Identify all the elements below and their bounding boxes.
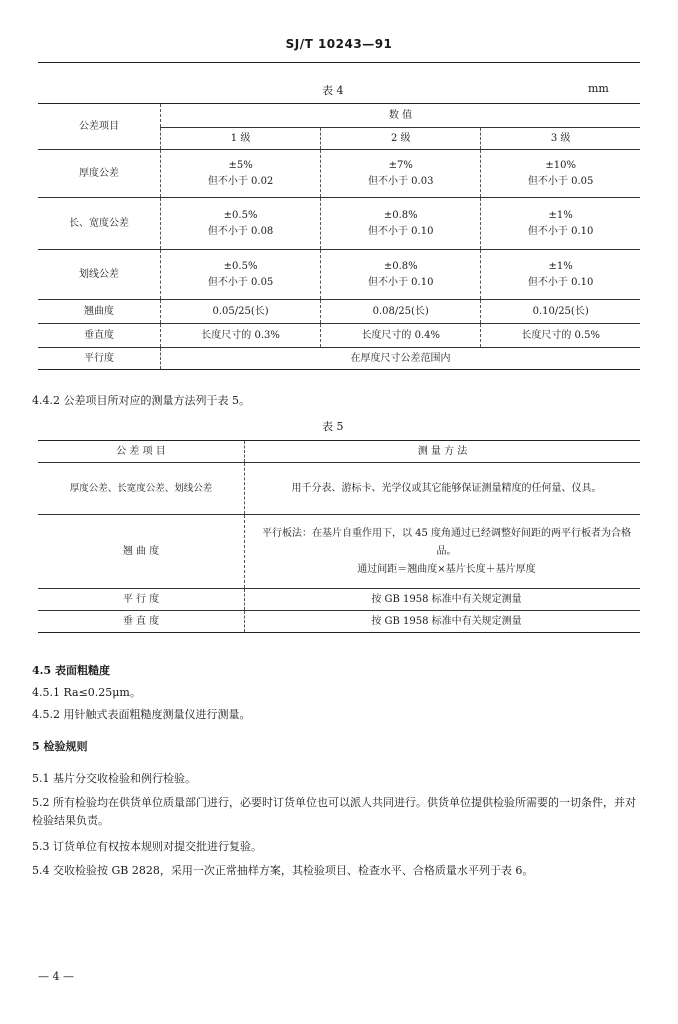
para-4-5-2: 4.5.2 用针触式表面粗糙度测量仪进行测量。 (32, 708, 251, 721)
table4-cell: ±0.8% (383, 260, 418, 272)
table4-cell: 但不小于 0.03 (368, 175, 434, 187)
table4-cell: 但不小于 0.10 (527, 276, 594, 288)
table4-cell: ±0.5% (223, 260, 258, 272)
table4-cell: 但不小于 0.05 (527, 175, 594, 187)
table4-row (38, 250, 640, 300)
para-5-1: 5.1 基片分交收检验和例行检验。 (32, 772, 196, 785)
table5-row (38, 515, 640, 589)
table5-item: 垂 直 度 (38, 611, 245, 633)
table4-cell: 但不小于 0.10 (527, 225, 594, 237)
para-5-3: 5.3 订货单位有权按本规则对提交批进行复验。 (32, 840, 262, 853)
table4-grade-2: 2 级 (321, 128, 481, 150)
section-4-5-title: 4.5 表面粗糙度 (32, 664, 110, 677)
table4-cell: 长度尺寸的 0.5% (481, 324, 640, 348)
table5-method: 用千分表、游标卡、光学仪或其它能够保证测量精度的任何量、仪具。 (245, 463, 641, 515)
para-5-2: 5.2 所有检验均在供货单位质量部门进行，必要时订货单位也可以派人共同进行。供货单位提供检验所需要的一切条件，并对检验结果负责。 (32, 796, 636, 827)
table4-row (38, 150, 640, 198)
table4-item: 厚度公差 (38, 150, 161, 198)
table4-cell: 但不小于 0.08 (207, 225, 274, 237)
table4-unit: mm (588, 82, 609, 95)
table4-cell: 但不小于 0.05 (207, 276, 274, 288)
table4-cell: ±10% (545, 159, 576, 171)
table4-item: 划线公差 (38, 250, 161, 300)
table4-grade-3: 3 级 (481, 128, 640, 150)
para-4-4-2: 4.4.2 公差项目所对应的测量方法列于表 5。 (32, 394, 250, 407)
table4-cell: ±0.8% (383, 209, 418, 221)
table5-col2-header: 测 量 方 法 (245, 441, 641, 463)
table4-item: 翘曲度 (38, 300, 161, 324)
table5-row (38, 611, 640, 633)
table4-cell: 但不小于 0.02 (207, 175, 274, 187)
table4-row (38, 348, 640, 370)
table5 (38, 440, 640, 633)
table4-row (38, 324, 640, 348)
para-5-4: 5.4 交收检验按 GB 2828，采用一次正常抽样方案，其检验项目、检查水平、合格质量水平列于表 6。 (32, 864, 534, 877)
section-5-title: 5 检验规则 (32, 740, 88, 753)
table5-col1-header: 公 差 项 目 (38, 441, 245, 463)
table4 (38, 103, 640, 370)
table4-values-header: 数 值 (161, 104, 641, 128)
table4-cell: 长度尺寸的 0.3% (161, 324, 321, 348)
table4-grade-1: 1 级 (161, 128, 321, 150)
page-number: — 4 — (38, 970, 74, 983)
standard-code: SJ/T 10243—91 (285, 37, 393, 51)
table5-row (38, 463, 640, 515)
table5-method: 按 GB 1958 标准中有关规定测量 (245, 611, 641, 633)
table5-item: 平 行 度 (38, 589, 245, 611)
table4-cell: 0.10/25(长) (481, 300, 640, 324)
table5-method: 平行板法：在基片自重作用下，以 45 度角通过已经调整好间距的两平行板者为合格品。 (261, 527, 632, 557)
table4-cell: ±1% (548, 260, 573, 272)
table4-cell-merged: 在厚度尺寸公差范围内 (161, 348, 641, 370)
table4-item: 平行度 (38, 348, 161, 370)
para-4-5-1: 4.5.1 Ra≤0.25μm。 (32, 686, 141, 699)
table4-item: 垂直度 (38, 324, 161, 348)
table5-method: 通过间距＝翘曲度×基片长度＋基片厚度 (357, 563, 536, 575)
table4-cell: 长度尺寸的 0.4% (321, 324, 481, 348)
table4-caption: 表 4 (322, 84, 344, 97)
table5-method: 按 GB 1958 标准中有关规定测量 (245, 589, 641, 611)
table4-col-header: 公差项目 (38, 104, 161, 150)
table4-cell: 0.05/25(长) (161, 300, 321, 324)
table4-cell: ±5% (228, 159, 253, 171)
table5-caption: 表 5 (322, 420, 344, 433)
table4-cell: ±1% (548, 209, 573, 221)
table4-cell: 但不小于 0.10 (368, 225, 434, 237)
table4-cell: 但不小于 0.10 (368, 276, 434, 288)
table4-cell: ±0.5% (223, 209, 258, 221)
header-rule (38, 62, 640, 63)
table4-cell: 0.08/25(长) (321, 300, 481, 324)
table4-cell: ±7% (388, 159, 413, 171)
table4-row (38, 300, 640, 324)
table5-item: 翘 曲 度 (38, 515, 245, 589)
table4-item: 长、宽度公差 (38, 198, 161, 250)
table5-row (38, 589, 640, 611)
table5-item: 厚度公差、长宽度公差、划线公差 (38, 463, 245, 515)
table4-row (38, 198, 640, 250)
